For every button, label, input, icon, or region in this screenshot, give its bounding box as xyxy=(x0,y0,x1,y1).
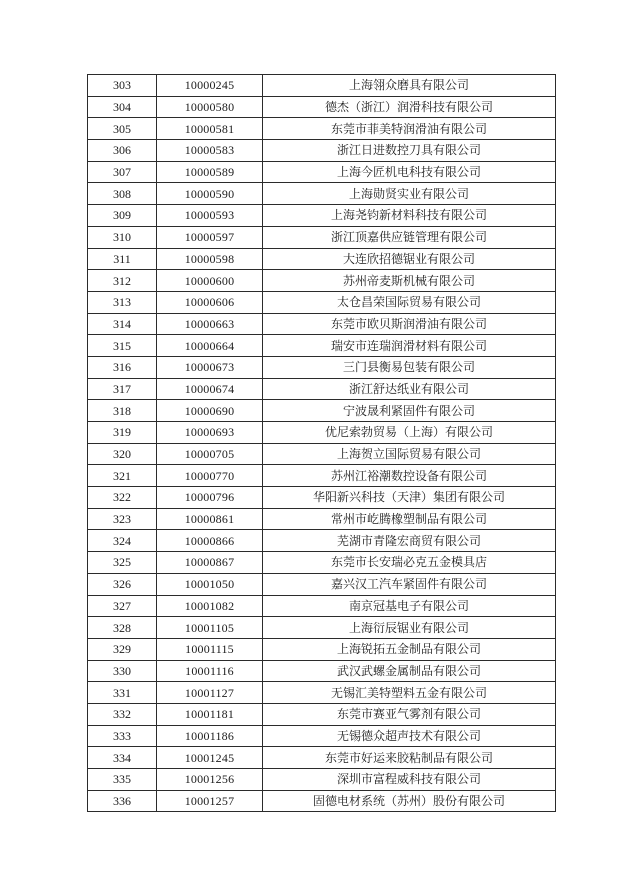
supplier-code-cell: 10000705 xyxy=(157,443,263,465)
supplier-code-cell: 10001082 xyxy=(157,595,263,617)
supplier-code-cell: 10001050 xyxy=(157,573,263,595)
row-index-cell: 303 xyxy=(88,75,157,97)
company-name-cell: 优尼索勃贸易（上海）有限公司 xyxy=(263,422,556,444)
row-index-cell: 318 xyxy=(88,400,157,422)
row-index-cell: 328 xyxy=(88,617,157,639)
row-index-cell: 321 xyxy=(88,465,157,487)
company-name-cell: 东莞市赛亚气雾剂有限公司 xyxy=(263,703,556,725)
table-row xyxy=(88,248,556,270)
supplier-table-body xyxy=(88,75,556,812)
row-index-cell: 330 xyxy=(88,660,157,682)
company-name-cell: 浙江舒达纸业有限公司 xyxy=(263,378,556,400)
company-name-cell: 三门县衡易包装有限公司 xyxy=(263,356,556,378)
supplier-code-cell: 10001245 xyxy=(157,747,263,769)
company-name-cell: 上海翎众磨具有限公司 xyxy=(263,75,556,97)
supplier-code-cell: 10000690 xyxy=(157,400,263,422)
supplier-list-table xyxy=(87,74,556,812)
table-row xyxy=(88,183,556,205)
row-index-cell: 323 xyxy=(88,508,157,530)
company-name-cell: 上海锐拓五金制品有限公司 xyxy=(263,638,556,660)
table-row xyxy=(88,747,556,769)
row-index-cell: 335 xyxy=(88,769,157,791)
row-index-cell: 320 xyxy=(88,443,157,465)
row-index-cell: 333 xyxy=(88,725,157,747)
table-row xyxy=(88,660,556,682)
table-row xyxy=(88,422,556,444)
supplier-code-cell: 10000770 xyxy=(157,465,263,487)
table-row xyxy=(88,291,556,313)
supplier-code-cell: 10001105 xyxy=(157,617,263,639)
supplier-code-cell: 10001116 xyxy=(157,660,263,682)
row-index-cell: 315 xyxy=(88,335,157,357)
company-name-cell: 华阳新兴科技（天津）集团有限公司 xyxy=(263,487,556,509)
company-name-cell: 东莞市欧贝斯润滑油有限公司 xyxy=(263,313,556,335)
company-name-cell: 嘉兴汉工汽车紧固件有限公司 xyxy=(263,573,556,595)
table-row xyxy=(88,617,556,639)
row-index-cell: 322 xyxy=(88,487,157,509)
row-index-cell: 304 xyxy=(88,96,157,118)
supplier-code-cell: 10001257 xyxy=(157,790,263,812)
company-name-cell: 常州市屹腾橡塑制品有限公司 xyxy=(263,508,556,530)
row-index-cell: 326 xyxy=(88,573,157,595)
table-row xyxy=(88,530,556,552)
table-row xyxy=(88,552,556,574)
supplier-code-cell: 10000861 xyxy=(157,508,263,530)
company-name-cell: 东莞市长安瑞必克五金模具店 xyxy=(263,552,556,574)
supplier-code-cell: 10000600 xyxy=(157,270,263,292)
supplier-code-cell: 10000867 xyxy=(157,552,263,574)
supplier-code-cell: 10000663 xyxy=(157,313,263,335)
row-index-cell: 307 xyxy=(88,161,157,183)
table-row xyxy=(88,487,556,509)
table-row xyxy=(88,443,556,465)
row-index-cell: 336 xyxy=(88,790,157,812)
company-name-cell: 苏州帝麦斯机械有限公司 xyxy=(263,270,556,292)
row-index-cell: 331 xyxy=(88,682,157,704)
row-index-cell: 310 xyxy=(88,226,157,248)
table-row xyxy=(88,573,556,595)
table-row xyxy=(88,118,556,140)
company-name-cell: 上海今匠机电科技有限公司 xyxy=(263,161,556,183)
supplier-code-cell: 10001181 xyxy=(157,703,263,725)
table-row xyxy=(88,356,556,378)
supplier-code-cell: 10000593 xyxy=(157,205,263,227)
company-name-cell: 无锡德众超声技术有限公司 xyxy=(263,725,556,747)
supplier-code-cell: 10001256 xyxy=(157,769,263,791)
company-name-cell: 上海尧钧新材料科技有限公司 xyxy=(263,205,556,227)
row-index-cell: 319 xyxy=(88,422,157,444)
row-index-cell: 316 xyxy=(88,356,157,378)
table-row xyxy=(88,703,556,725)
table-row xyxy=(88,140,556,162)
table-row xyxy=(88,725,556,747)
company-name-cell: 深圳市富程威科技有限公司 xyxy=(263,769,556,791)
supplier-code-cell: 10000581 xyxy=(157,118,263,140)
table-row xyxy=(88,161,556,183)
table-row xyxy=(88,205,556,227)
company-name-cell: 瑞安市连瑞润滑材料有限公司 xyxy=(263,335,556,357)
table-row xyxy=(88,378,556,400)
row-index-cell: 334 xyxy=(88,747,157,769)
table-row xyxy=(88,400,556,422)
supplier-code-cell: 10000606 xyxy=(157,291,263,313)
supplier-code-cell: 10000674 xyxy=(157,378,263,400)
table-row xyxy=(88,335,556,357)
row-index-cell: 314 xyxy=(88,313,157,335)
company-name-cell: 上海勋贤实业有限公司 xyxy=(263,183,556,205)
row-index-cell: 311 xyxy=(88,248,157,270)
supplier-code-cell: 10001127 xyxy=(157,682,263,704)
row-index-cell: 306 xyxy=(88,140,157,162)
row-index-cell: 313 xyxy=(88,291,157,313)
supplier-code-cell: 10000580 xyxy=(157,96,263,118)
table-row xyxy=(88,226,556,248)
table-row xyxy=(88,270,556,292)
table-row xyxy=(88,769,556,791)
table-row xyxy=(88,465,556,487)
company-name-cell: 太仓昌荣国际贸易有限公司 xyxy=(263,291,556,313)
company-name-cell: 宁波晟利紧固件有限公司 xyxy=(263,400,556,422)
row-index-cell: 324 xyxy=(88,530,157,552)
supplier-code-cell: 10000693 xyxy=(157,422,263,444)
table-row xyxy=(88,508,556,530)
supplier-code-cell: 10001186 xyxy=(157,725,263,747)
row-index-cell: 308 xyxy=(88,183,157,205)
company-name-cell: 南京冠基电子有限公司 xyxy=(263,595,556,617)
supplier-code-cell: 10000590 xyxy=(157,183,263,205)
table-row xyxy=(88,96,556,118)
supplier-code-cell: 10000597 xyxy=(157,226,263,248)
row-index-cell: 305 xyxy=(88,118,157,140)
row-index-cell: 312 xyxy=(88,270,157,292)
row-index-cell: 325 xyxy=(88,552,157,574)
company-name-cell: 芜湖市青隆宏商贸有限公司 xyxy=(263,530,556,552)
supplier-code-cell: 10000589 xyxy=(157,161,263,183)
supplier-code-cell: 10000598 xyxy=(157,248,263,270)
row-index-cell: 332 xyxy=(88,703,157,725)
supplier-code-cell: 10000245 xyxy=(157,75,263,97)
company-name-cell: 大连欣招德锯业有限公司 xyxy=(263,248,556,270)
table-row xyxy=(88,682,556,704)
company-name-cell: 苏州江裕潮数控设备有限公司 xyxy=(263,465,556,487)
table-row xyxy=(88,595,556,617)
row-index-cell: 317 xyxy=(88,378,157,400)
table-row xyxy=(88,638,556,660)
company-name-cell: 德杰（浙江）润滑科技有限公司 xyxy=(263,96,556,118)
company-name-cell: 浙江顶嘉供应链管理有限公司 xyxy=(263,226,556,248)
company-name-cell: 东莞市菲美特润滑油有限公司 xyxy=(263,118,556,140)
supplier-code-cell: 10000796 xyxy=(157,487,263,509)
supplier-code-cell: 10000673 xyxy=(157,356,263,378)
supplier-code-cell: 10001115 xyxy=(157,638,263,660)
supplier-code-cell: 10000866 xyxy=(157,530,263,552)
table-row xyxy=(88,313,556,335)
company-name-cell: 上海衍辰锯业有限公司 xyxy=(263,617,556,639)
company-name-cell: 东莞市好运来胶粘制品有限公司 xyxy=(263,747,556,769)
row-index-cell: 329 xyxy=(88,638,157,660)
company-name-cell: 固德电材系统（苏州）股份有限公司 xyxy=(263,790,556,812)
company-name-cell: 无锡汇美特塑料五金有限公司 xyxy=(263,682,556,704)
company-name-cell: 浙江日进数控刀具有限公司 xyxy=(263,140,556,162)
table-row xyxy=(88,75,556,97)
supplier-code-cell: 10000664 xyxy=(157,335,263,357)
row-index-cell: 309 xyxy=(88,205,157,227)
company-name-cell: 上海贺立国际贸易有限公司 xyxy=(263,443,556,465)
supplier-code-cell: 10000583 xyxy=(157,140,263,162)
company-name-cell: 武汉武螺金属制品有限公司 xyxy=(263,660,556,682)
row-index-cell: 327 xyxy=(88,595,157,617)
table-row xyxy=(88,790,556,812)
